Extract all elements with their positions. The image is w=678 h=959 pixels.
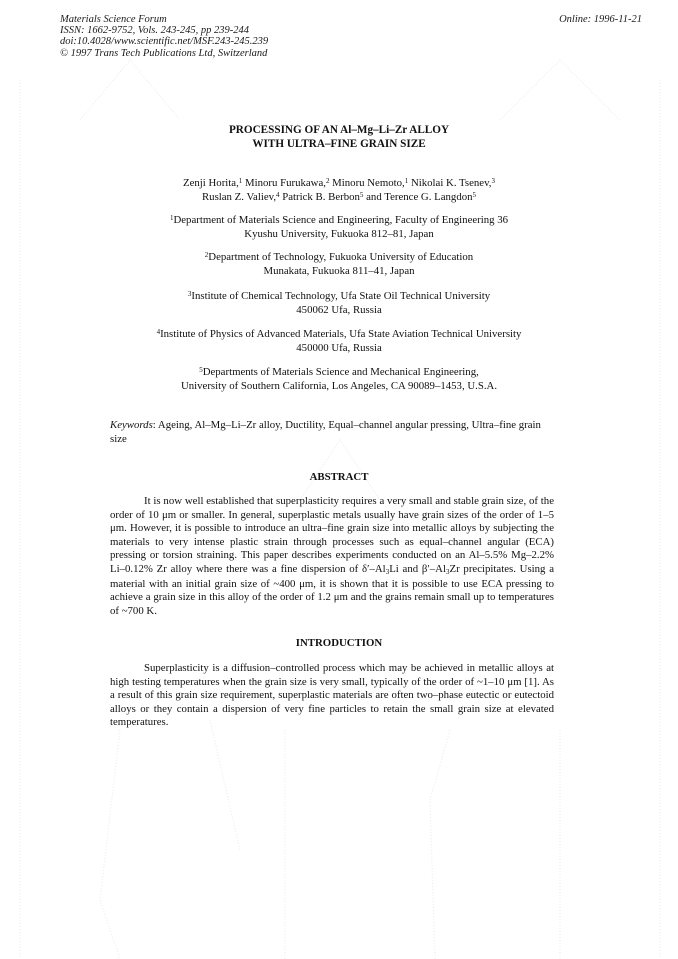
author-name: Minoru Furukawa, — [245, 177, 326, 189]
affiliation-line: 450062 Ufa, Russia — [296, 303, 382, 316]
affiliation-5 — [0, 366, 678, 393]
author-name: Nikolai K. Tsenev, — [410, 177, 492, 189]
affiliation-line: Institute of Chemical Technology, Ufa State Oil Technical University — [191, 290, 491, 302]
affiliation-marker: 1 — [238, 177, 243, 185]
introduction-heading: INTRODUCTION — [295, 637, 383, 649]
affiliation-marker: 1 — [404, 177, 409, 185]
keywords — [110, 419, 554, 446]
journal-name: Materials Science Forum — [60, 14, 167, 25]
introduction-body: Superplasticity is a diffusion–controlled process which may be achieved in metallic alloys at high testing temperatures when the grain size is very small, typically of the order of ~1–10 μm [1]. As a result of this grain size requirement, superplastic materials are often two–phase eutectic or eutectoid alloys or they contain a dispersion of very fine particles to retain the small grain size at elevated temperatures. — [110, 662, 554, 729]
issn-line: ISSN: 1662-9752, Vols. 243-245, pp 239-244 — [60, 25, 249, 37]
affiliation-line: Institute of Physics of Advanced Materials, Ufa State Aviation Technical University — [160, 328, 522, 340]
affiliation-line: 450000 Ufa, Russia — [296, 341, 382, 354]
affiliation-number: 3 — [187, 290, 192, 298]
affiliation-4 — [0, 328, 678, 355]
affiliation-line: Munakata, Fukuoka 811–41, Japan — [263, 264, 415, 277]
author-list — [0, 176, 678, 204]
affiliation-number: 1 — [169, 214, 174, 222]
affiliation-line: Department of Technology, Fukuoka University of Education — [208, 251, 474, 263]
copyright-line: © 1997 Trans Tech Publications Ltd, Switzerland — [60, 47, 268, 59]
doi-link[interactable]: doi:10.4028/www.scientific.net/MSF.243-245.239 — [60, 36, 269, 48]
author-name: Ruslan Z. Valiev, — [201, 191, 277, 203]
affiliation-number: 5 — [199, 366, 203, 374]
author-name: Minoru Nemoto, — [332, 177, 405, 189]
affiliation-marker: 2 — [325, 177, 330, 185]
keywords-text: : Ageing, Al–Mg–Li–Zr alloy, Ductility, Equal–channel angular pressing, Ultra–fine grain size — [110, 419, 541, 445]
affiliation-number: 2 — [204, 251, 209, 259]
journal-header — [60, 14, 268, 59]
keywords-label: Keywords — [110, 419, 153, 431]
affiliation-line: Kyushu University, Fukuoka 812–81, Japan — [244, 227, 434, 240]
affiliation-marker: 5 — [472, 191, 477, 199]
author-name: Terence G. Langdon — [384, 191, 473, 203]
affiliation-line: Department of Materials Science and Engineering, Faculty of Engineering 36 — [173, 214, 509, 226]
affiliation-marker: 3 — [491, 177, 495, 185]
affiliation-marker: 5 — [359, 191, 364, 199]
affiliation-line: Departments of Materials Science and Mechanical Engineering, — [202, 366, 479, 378]
affiliation-2 — [0, 251, 678, 278]
author-name: Zenji Horita, — [183, 177, 239, 189]
affiliation-number: 4 — [156, 328, 161, 336]
author-name: Patrick B. Berbon — [282, 191, 360, 203]
title-line-2: WITH ULTRA–FINE GRAIN SIZE — [252, 137, 426, 150]
paper-title — [0, 124, 678, 151]
affiliation-marker: 4 — [276, 191, 280, 199]
abstract-heading: ABSTRACT — [309, 471, 369, 483]
affiliation-line: University of Southern California, Los Angeles, CA 90089–1453, U.S.A. — [180, 379, 498, 392]
affiliation-1 — [0, 214, 678, 241]
affiliation-3 — [0, 290, 678, 317]
author-line-1 — [0, 176, 678, 190]
author-conjunction: and — [366, 191, 382, 203]
online-date: Online: 1996-11-21 — [559, 14, 642, 25]
abstract-body: It is now well established that superplasticity requires a very small and stable grain size, of the order of 10 μm or smaller. In general, superplastic metals usually have grain sizes of the order of 1–5 μm. However, it is possible to introduce an ultra–fine grain size into metallic alloys by subjecting the materials to very intense plastic strain through processes such as equal–channel angular (ECA) pressing or torsion straining. This paper describes experiments conducted on an Al–5.5% Mg–2.2% Li–0.12% Zr alloy where there was a fine dispersion of $\delta'-Al_3Li$ and $\beta'-Al_3Zr$ precipitates. Using a material with an initial grain size of ~400 μm, it is shown that it is possible to use ECA pressing to achieve a grain size in this alloy of the order of 1.2 μm and the grains remain small up to temperatures of ~700 K. — [110, 495, 555, 617]
title-line-1: PROCESSING OF AN Al–Mg–Li–Zr ALLOY — [228, 124, 450, 136]
author-line-2 — [0, 190, 678, 204]
